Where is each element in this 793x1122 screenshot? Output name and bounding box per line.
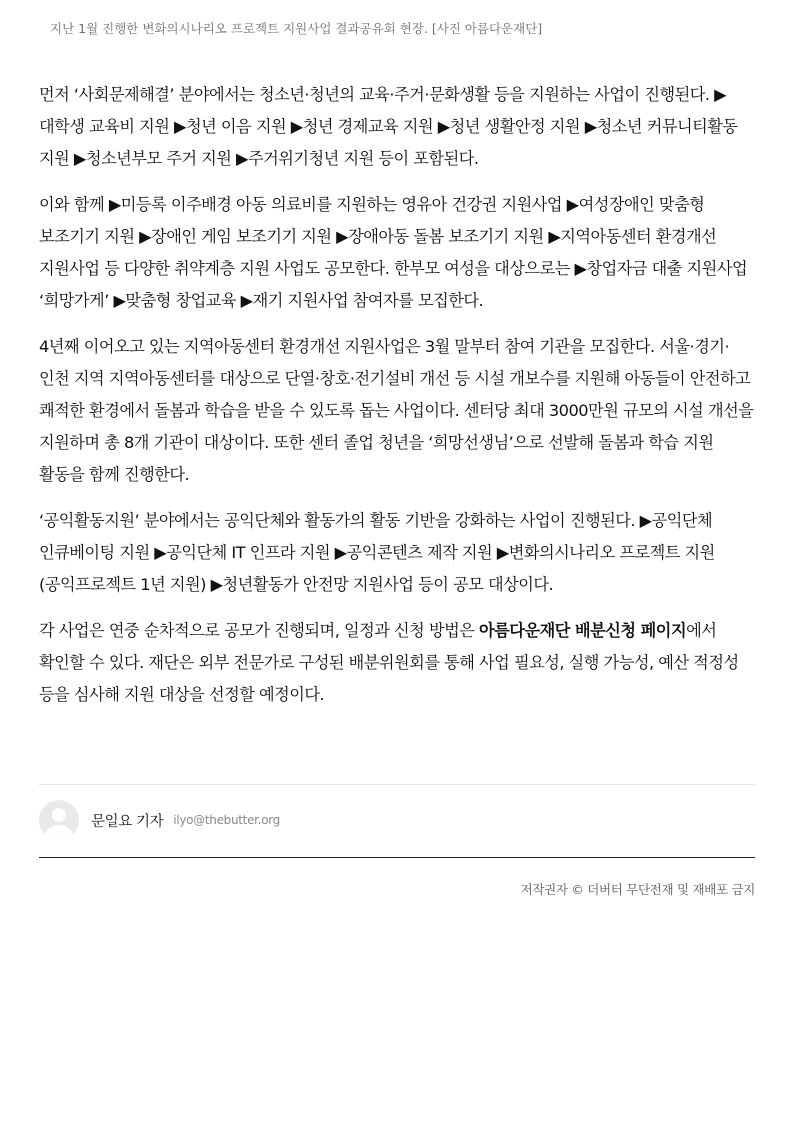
author-byline	[39, 800, 755, 840]
application-page-link[interactable]: 아름다운재단 배분신청 페이지	[479, 621, 687, 640]
article-paragraph-2: 이와 함께 ▶미등록 이주배경 아동 의료비를 지원하는 영유아 건강권 지원사업 ▶여성장애인 맞춤형 보조기기 지원 ▶장애인 게임 보조기기 지원 ▶장애아동 돌봄 보조기기 지원 ▶지역아동센터 환경개선 지원사업 등 다양한 취약계층 지원 사업도 공모한다. 한부모 여성을 대상으로는 ▶창업자금 대출 지원사업 ‘희망가게’ ▶맞춤형 창업교육 ▶재기 지원사업 참여자를 모집한다.	[39, 195, 748, 310]
user-avatar-icon	[39, 800, 79, 840]
article-paragraph-5	[39, 615, 755, 711]
article-paragraph-3: 4년째 이어오고 있는 지역아동센터 환경개선 지원사업은 3월 말부터 참여 기관을 모집한다. 서울·경기·인천 지역 지역아동센터를 대상으로 단열·창호·전기설비 개선 등 시설 개보수를 지원해 아동들이 안전하고 쾌적한 환경에서 돌봄과 학습을 받을 수 있도록 돕는 사업이다. 센터당 최대 3000만원 규모의 시설 개선을 지원하며 총 8개 기관이 대상이다. 또한 센터 졸업 청년을 ‘희망선생님’으로 선발해 돌봄과 학습 지원 활동을 함께 진행한다.	[39, 337, 754, 484]
copyright-notice: 저작권자 © 더버터 무단전재 및 재배포 금지	[520, 882, 755, 897]
article-body	[39, 79, 755, 725]
article-paragraph-4: ‘공익활동지원’ 분야에서는 공익단체와 활동가의 활동 기반을 강화하는 사업이 진행된다. ▶공익단체 인큐베이팅 지원 ▶공익단체 IT 인프라 지원 ▶공익콘텐츠 제작 지원 ▶변화의시나리오 프로젝트 지원(공익프로젝트 1년 지원) ▶청년활동가 안전망 지원사업 등이 공모 대상이다.	[39, 511, 715, 594]
paragraph-5-text-end: 에서 확인할 수 있다. 재단은 외부 전문가로 구성된 배분위원회를 통해 사업 필요성, 실행 가능성, 예산 적정성 등을 심사해 지원 대상을 선정할 예정이다.	[39, 621, 739, 704]
article-paragraph-1: 먼저 ‘사회문제해결’ 분야에서는 청소년·청년의 교육·주거·문화생활 등을 지원하는 사업이 진행된다. ▶대학생 교육비 지원 ▶청년 이음 지원 ▶청년 경제교육 지원 ▶청년 생활안정 지원 ▶청소년 커뮤니티활동 지원 ▶청소년부모 주거 지원 ▶주거위기청년 지원 등이 포함된다.	[39, 85, 738, 168]
author-email[interactable]: ilyo@thebutter.org	[173, 813, 280, 827]
paragraph-5-text-start: 각 사업은 연중 순차적으로 공모가 진행되며, 일정과 신청 방법은	[39, 621, 480, 640]
photo-caption: 지난 1월 진행한 변화의시나리오 프로젝트 지원사업 결과공유회 현장. [사진 아름다운재단]	[50, 21, 543, 36]
author-name[interactable]: 문일요 기자	[91, 813, 164, 830]
byline-divider-bottom	[39, 857, 755, 858]
byline-divider-top	[39, 784, 755, 785]
